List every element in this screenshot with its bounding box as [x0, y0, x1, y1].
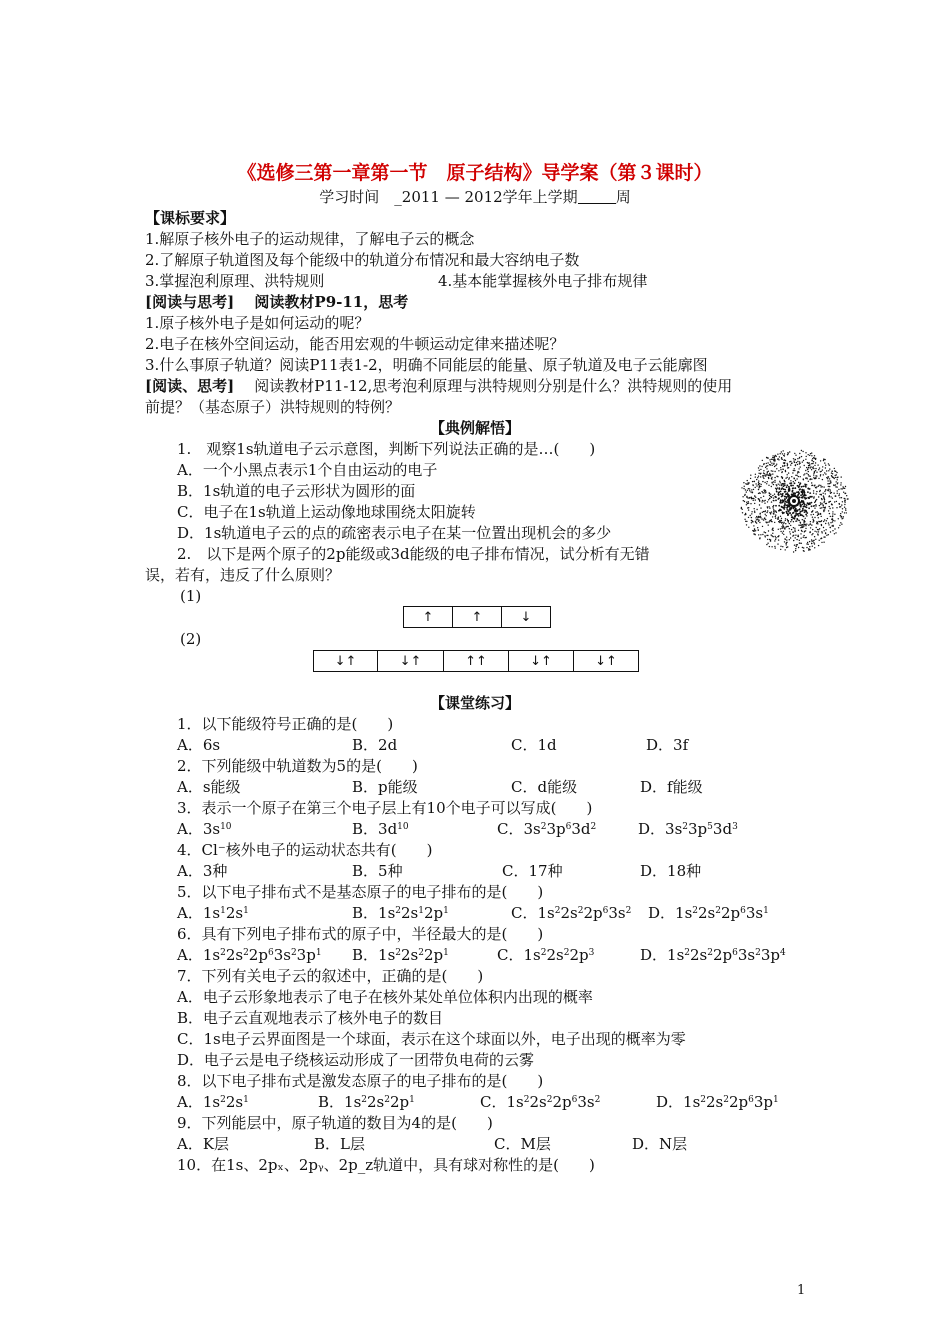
practice-q7: 7．下列有关电子云的叙述中，正确的是( )	[177, 967, 484, 985]
option-d: D．$1s^22s^22p^63s^1$	[648, 904, 769, 922]
practice-q2: 2．下列能级中轨道数为5的是( )	[177, 757, 418, 775]
electron-cloud-image	[734, 445, 854, 557]
examples-heading: 【典例解悟】	[429, 419, 520, 437]
option-d: D．$1s^22s^22p^63s^23p^4$	[640, 946, 786, 964]
option-a: A．K层	[177, 1135, 230, 1153]
option-c: C．d能级	[511, 778, 578, 796]
option-c: C．1d	[511, 736, 557, 754]
option-c: C．$1s^22s^22p^63s^2$	[480, 1093, 601, 1111]
option-b: B．电子云直观地表示了核外电子的数目	[177, 1009, 444, 1027]
option-b: B．2d	[352, 736, 398, 754]
orbital-box: ↓↑	[574, 651, 639, 672]
practice-q8: 8．以下电子排布式是激发态原子的电子排布的是( )	[177, 1072, 544, 1090]
practice-heading: 【课堂练习】	[429, 694, 520, 712]
example-1-option-b: B．1s轨道的电子云形状为圆形的面	[177, 482, 416, 500]
practice-q6: 6．具有下列电子排布式的原子中，半径最大的是( )	[177, 925, 544, 943]
option-c: C．1s电子云界面图是一个球面，表示在这个球面以外，电子出现的概率为零	[177, 1030, 686, 1048]
week-blank	[578, 189, 616, 204]
orbital-label-1: (1)	[180, 587, 202, 605]
option-a: A．$1s^22s^1$	[177, 1093, 249, 1111]
orbital-box: ↓↑	[314, 651, 378, 672]
reading-thinking-label: [阅读、思考]	[145, 377, 235, 395]
option-d: D．$1s^22s^22p^63p^1$	[656, 1093, 779, 1111]
example-2-question-cont: 误，若有，违反了什么原则？	[145, 566, 341, 584]
option-b: B．L层	[314, 1135, 365, 1153]
option-d: D．18种	[640, 862, 702, 880]
practice-q10: 10．在1s、2pₓ、2pᵧ、2p_z轨道中，具有球对称性的是( )	[177, 1156, 595, 1174]
option-d: D．N层	[632, 1135, 688, 1153]
week-label: 周	[615, 188, 631, 206]
option-d: D．$3s^23p^53d^3$	[638, 820, 738, 838]
option-b: B．p能级	[352, 778, 418, 796]
option-c: C．$1s^22s^22p^3$	[497, 946, 595, 964]
orbital-diagram-1	[403, 606, 551, 628]
option-c: C．M层	[494, 1135, 551, 1153]
reading-question-3: 3.什么事原子轨道？阅读P11表1-2，明确不同能层的能量、原子轨道及电子云能廓图	[145, 356, 708, 374]
practice-q1: 1．以下能级符号正确的是( )	[177, 715, 394, 733]
orbital-box: ↓	[502, 607, 551, 628]
option-a: A．$3s^{10}$	[177, 820, 232, 838]
reading-thinking-line-2: 前提？（基态原子）洪特规则的特例？	[145, 398, 401, 416]
example-1-question: 1. 观察1s轨道电子云示意图，判断下列说法正确的是…( )	[177, 440, 596, 458]
option-c: C．$1s^22s^22p^63s^2$	[511, 904, 632, 922]
orbital-box: ↓↑	[378, 651, 444, 672]
reading-thinking-line-1	[145, 376, 732, 396]
option-d: D．f能级	[640, 778, 703, 796]
requirement-1: 1.解原子核外电子的运动规律，了解电子云的概念	[145, 230, 475, 248]
orbital-label-2: (2)	[180, 630, 202, 648]
option-b: B．$3d^{10}$	[352, 820, 409, 838]
option-c: C．17种	[502, 862, 563, 880]
orbital-diagram-2	[313, 650, 639, 672]
option-a: A．$1s^12s^1$	[177, 904, 249, 922]
option-a: A．电子云形象地表示了电子在核外某处单位体积内出现的概率	[177, 988, 593, 1006]
requirement-4: 4.基本能掌握核外电子排布规律	[438, 272, 648, 290]
orbital-box: ↑	[453, 607, 502, 628]
page-title: 《选修三第一章第一节 原子结构》导学案（第３课时）	[237, 162, 713, 184]
reading-heading: [阅读与思考] 阅读教材P9-11，思考	[145, 293, 409, 311]
option-a: A．$1s^22s^22p^63s^23p^1$	[177, 946, 322, 964]
option-b: B．$1s^22s^12p^1$	[352, 904, 449, 922]
practice-q9: 9．下列能层中，原子轨道的数目为4的是( )	[177, 1114, 493, 1132]
requirement-2: 2.了解原子轨道图及每个能级中的轨道分布情况和最大容纳电子数	[145, 251, 580, 269]
option-c: C．$3s^23p^63d^2$	[497, 820, 597, 838]
option-a: A．s能级	[177, 778, 241, 796]
study-time-line	[0, 187, 950, 207]
option-d: D．3f	[646, 736, 689, 754]
page-number: 1	[797, 1283, 806, 1298]
practice-q5: 5．以下电子排布式不是基态原子的电子排布的是( )	[177, 883, 544, 901]
example-2-question: 2. 以下是两个原子的2p能级或3d能级的电子排布情况，试分析有无错	[177, 545, 650, 563]
practice-q3: 3．表示一个原子在第三个电子层上有10个电子可以写成( )	[177, 799, 593, 817]
example-1-option-c: C．电子在1s轨道上运动像地球围绕太阳旋转	[177, 503, 476, 521]
option-b: B．5种	[352, 862, 403, 880]
practice-q4: 4．Cl⁻核外电子的运动状态共有( )	[177, 841, 433, 859]
reading-question-2: 2.电子在核外空间运动，能否用宏观的牛顿运动定律来描述呢？	[145, 335, 565, 353]
example-1-option-d: D．1s轨道电子云的点的疏密表示电子在某一位置出现机会的多少	[177, 524, 612, 542]
requirements-heading: 【课标要求】	[145, 209, 236, 227]
study-time-text: 学习时间 _2011 — 2012学年上学期	[319, 188, 578, 206]
orbital-box: ↓↑	[509, 651, 574, 672]
orbital-box: ↑↑	[444, 651, 509, 672]
requirement-3: 3.掌握泡利原理、洪特规则	[145, 272, 325, 290]
option-a: A．6s	[177, 736, 221, 754]
example-1-option-a: A．一个小黑点表示1个自由运动的电子	[177, 461, 438, 479]
orbital-box: ↑	[404, 607, 453, 628]
option-b: B．$1s^22s^22p^1$	[352, 946, 449, 964]
option-a: A．3种	[177, 862, 228, 880]
option-d: D．电子云是电子绕核运动形成了一团带负电荷的云雾	[177, 1051, 535, 1069]
reading-thinking-text: 阅读教材P11-12,思考泡利原理与洪特规则分别是什么？洪特规则的使用	[254, 377, 733, 395]
option-b: B．$1s^22s^22p^1$	[318, 1093, 415, 1111]
reading-question-1: 1.原子核外电子是如何运动的呢？	[145, 314, 370, 332]
